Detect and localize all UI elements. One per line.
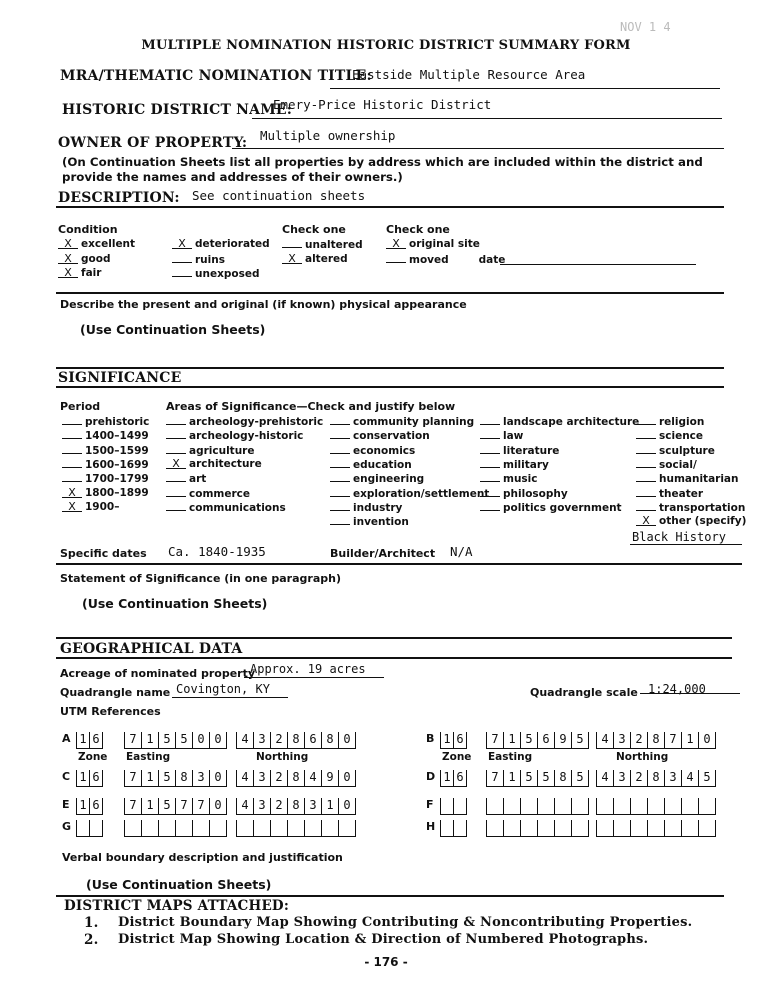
utm-zone-field[interactable] [440,798,467,815]
good-mark: X [58,254,78,264]
check-item[interactable] [166,444,254,457]
check-label: commerce [189,487,250,500]
check-item[interactable] [330,444,415,457]
check-mark [636,444,656,454]
check-mark [480,444,500,454]
continuation-note-line2: provide the names and addresses of their owners.) [62,170,403,184]
map-item-1-num: 1. [84,915,99,931]
check-item[interactable] [62,501,119,513]
check-label: industry [353,501,403,514]
quad-scale-value: 1:24,000 [648,682,706,696]
check-label: 1400–1499 [85,430,149,443]
utm-zone-field[interactable] [76,820,103,837]
northing-label-right: Northing [616,751,669,763]
unaltered-mark [282,238,302,248]
check-item[interactable] [480,415,639,428]
check-mark [636,472,656,482]
check-item[interactable] [330,515,409,528]
check-label: archeology-prehistoric [189,416,324,428]
check-item[interactable] [166,472,206,485]
check-label: prehistoric [85,416,150,428]
date-label: date [478,254,506,266]
deteriorated-mark: X [172,239,192,249]
utm-zone-field[interactable]: 1 6 [76,770,103,787]
check-mark [480,472,500,482]
check-label: literature [503,444,560,457]
mra-title-value: Eastside Multiple Resource Area [352,67,586,82]
check-label: 1600–1699 [85,458,149,471]
verbal-label: Verbal boundary description and justification [62,851,343,864]
map-item-2-text: District Map Showing Location & Direction of Numbered Photographs. [118,932,649,947]
check-mark [330,501,350,511]
description-label: DESCRIPTION: [58,190,180,206]
original-site-label: original site [409,238,480,250]
check-mark [636,458,656,468]
check-mark [480,458,500,468]
deteriorated-label: deteriorated [195,238,270,250]
map-item-1-text: District Boundary Map Showing Contributing & Noncontributing Properties. [118,915,693,930]
check-mark [166,487,186,497]
use-continuation-1: (Use Continuation Sheets) [80,322,266,337]
quad-name-label: Quadrangle name [60,686,171,699]
quad-name-underline [172,697,288,698]
district-name-underline [252,118,722,119]
check-mark [166,429,186,439]
areas-heading: Areas of Significance—Check and justify below [166,400,456,413]
check-item[interactable] [636,487,703,500]
check-label: communications [189,501,286,514]
check-label: agriculture [189,444,255,457]
check-label: social/ [659,458,697,471]
form-title: MULTIPLE NOMINATION HISTORIC DISTRICT SUMMARY FORM [141,38,631,53]
check-label: community planning [353,416,475,428]
utm-northing-field[interactable]: 4 3 2 8 4 9 0 [236,770,356,787]
check-mark [330,429,350,439]
check-item[interactable] [636,444,715,457]
statement-rule [56,637,732,639]
check-item[interactable] [166,501,286,514]
geo-label: GEOGRAPHICAL DATA [60,641,243,657]
owner-label: OWNER OF PROPERTY: [58,135,248,151]
mra-underline [330,88,720,89]
check-mark [330,487,350,497]
utm-letter-b: B [426,732,435,745]
check-item[interactable] [62,415,149,428]
owner-value: Multiple ownership [260,128,396,143]
check-label: politics government [503,501,622,514]
utm-easting-field[interactable] [486,820,589,837]
good-label: good [81,253,111,265]
check-label: 1700–1799 [85,473,149,486]
utm-easting-field[interactable] [486,798,589,815]
check-item[interactable] [480,487,568,500]
fair-label: fair [81,267,102,279]
check-label: 1800–1899 [85,486,149,499]
check-item[interactable] [636,429,703,442]
utm-letter-a: A [62,732,71,745]
specific-dates-value: Ca. 1840-1935 [168,544,266,559]
mra-title-label: MRA/THEMATIC NOMINATION TITLE: [60,68,372,84]
utm-zone-field[interactable] [440,820,467,837]
check-label: exploration/settlement [353,487,490,500]
easting-label-right: Easting [488,751,533,763]
condition-deteriorated[interactable] [172,238,270,250]
check-mark [62,472,82,482]
check-item[interactable] [636,458,697,471]
verbal-rule [56,895,724,897]
altered-label: altered [305,253,348,265]
unaltered-label: unaltered [305,239,363,251]
significance-label: SIGNIFICANCE [58,370,182,386]
check-mark [330,444,350,454]
check-altered[interactable] [282,253,348,265]
utm-letter-h: H [426,820,436,833]
check-moved[interactable] [386,253,505,266]
received-stamp: NOV 1 4 [620,20,671,34]
utm-zone-field[interactable]: 1 6 [76,798,103,815]
condition-excellent[interactable] [58,238,135,250]
check-item[interactable] [166,415,323,428]
check-item[interactable] [636,501,745,514]
ruins-mark [172,253,192,263]
condition-good[interactable] [58,253,110,265]
map-item-2-num: 2. [84,932,99,948]
check-label: theater [659,487,704,500]
original-site-mark: X [386,239,406,249]
acreage-label: Acreage of nominated property [60,667,256,680]
utm-letter-d: D [426,770,436,783]
description-rule [56,206,724,208]
check-item[interactable] [62,458,149,471]
check-label: 1500–1599 [85,444,149,457]
utm-zone-field[interactable]: 1 6 [76,732,103,749]
check-item[interactable] [330,501,402,514]
check-mark [62,429,82,439]
check-item[interactable] [330,458,412,471]
use-continuation-3: (Use Continuation Sheets) [86,877,272,892]
check-label: science [659,430,704,443]
builder-label: Builder/Architect [330,547,436,560]
check-mark [166,444,186,454]
check-item[interactable] [636,515,746,527]
acreage-value: Approx. 19 acres [250,662,366,676]
condition-ruins[interactable] [172,253,225,266]
check-label: other (specify) [659,515,747,528]
check-original-site[interactable] [386,238,480,250]
check-mark [166,472,186,482]
check-label: conservation [353,430,430,443]
utm-letter-f: F [426,798,434,811]
utm-northing-field[interactable]: 4 3 2 8 3 4 5 [596,770,716,787]
check-mark [62,444,82,454]
check-mark [62,415,82,425]
utm-easting-field[interactable]: 7 1 5 5 8 5 [486,770,589,787]
check-item[interactable] [480,501,622,514]
check-item[interactable] [330,487,489,500]
page-number: - 176 - [364,955,408,969]
check-item[interactable] [480,472,538,485]
check-one-heading-b: Check one [386,223,450,236]
check-label: humanitarian [659,473,739,486]
owner-underline [232,148,724,149]
statement-label: Statement of Significance (in one paragraph) [60,572,341,585]
check-label: education [353,458,412,471]
utm-northing-field[interactable]: 4 3 2 8 3 1 0 [236,798,356,815]
ruins-label: ruins [195,254,225,266]
check-mark [636,487,656,497]
check-mark [330,415,350,425]
check-item[interactable] [636,415,704,428]
quad-name-value: Covington, KY [176,682,270,696]
describe-label: Describe the present and original (if known) physical appearance [60,298,467,311]
check-item[interactable] [62,444,149,457]
utm-easting-field[interactable]: 7 1 5 5 0 0 [124,732,227,749]
check-item[interactable] [480,458,549,471]
check-label: military [503,458,549,471]
zone-label-left: Zone [78,751,108,763]
check-item[interactable] [330,472,424,485]
utm-label: UTM References [60,705,161,718]
check-unaltered[interactable] [282,238,363,251]
utm-northing-field[interactable] [596,798,716,815]
check-label: philosophy [503,487,568,500]
check-mark: X [62,502,82,512]
check-label: sculpture [659,444,715,457]
check-mark: X [62,488,82,498]
condition-heading: Condition [58,223,118,236]
northing-label-left: Northing [256,751,309,763]
check-mark: X [636,516,656,526]
check-label: transportation [659,501,746,514]
utm-letter-c: C [62,770,71,783]
district-name-label: HISTORIC DISTRICT NAME: [62,102,293,118]
moved-label: moved [409,254,449,266]
utm-northing-field[interactable]: 4 3 2 8 7 1 0 [596,732,716,749]
unexposed-label: unexposed [195,268,260,280]
check-item[interactable] [166,487,250,500]
check-mark [636,415,656,425]
altered-mark: X [282,254,302,264]
acreage-underline [244,677,384,678]
describe-rule [56,367,724,369]
condition-rule [56,292,724,294]
utm-northing-field[interactable]: 4 3 2 8 6 8 0 [236,732,356,749]
unexposed-mark [172,267,192,277]
check-mark [166,415,186,425]
easting-label-left: Easting [126,751,171,763]
check-label: invention [353,516,409,529]
check-item[interactable] [166,429,303,442]
check-mark [636,429,656,439]
check-mark [480,429,500,439]
utm-easting-field[interactable]: 7 1 5 8 3 0 [124,770,227,787]
check-mark [480,415,500,425]
check-mark [480,487,500,497]
check-one-heading-a: Check one [282,223,346,236]
check-mark [330,515,350,525]
district-name-value: Emery-Price Historic District [273,97,492,112]
zone-label-right: Zone [442,751,472,763]
date-underline[interactable] [500,264,696,265]
excellent-label: excellent [81,238,136,250]
check-item[interactable] [62,487,149,499]
check-label: economics [353,444,416,457]
check-item[interactable] [636,472,739,485]
geo-rule [56,657,732,659]
utm-letter-e: E [62,798,70,811]
dates-rule [56,563,742,565]
check-item[interactable] [62,472,149,485]
check-label: landscape architecture [503,416,640,428]
check-item[interactable] [330,415,474,428]
utm-northing-field[interactable] [236,820,356,837]
check-label: religion [659,416,705,428]
check-mark [62,458,82,468]
utm-zone-field[interactable]: 1 6 [440,770,467,787]
check-mark [330,472,350,482]
utm-letter-g: G [62,820,72,833]
use-continuation-2: (Use Continuation Sheets) [82,596,268,611]
check-label: archeology-historic [189,430,304,443]
continuation-note-line1: (On Continuation Sheets list all properties by address which are included within the district and [62,155,703,169]
utm-easting-field[interactable]: 7 1 5 7 7 0 [124,798,227,815]
fair-mark: X [58,268,78,278]
period-heading: Period [60,400,101,413]
check-label: art [189,473,207,486]
condition-unexposed[interactable] [172,267,259,280]
check-label: engineering [353,473,425,486]
check-item[interactable] [480,429,523,442]
check-item[interactable] [62,429,149,442]
utm-northing-field[interactable] [596,820,716,837]
check-mark: X [166,459,186,469]
significance-rule [56,386,724,388]
other-underline [630,544,742,545]
utm-easting-field[interactable] [124,820,227,837]
quad-scale-label: Quadrangle scale [530,686,638,699]
check-mark [330,458,350,468]
quad-scale-underline [640,693,740,694]
description-value: See continuation sheets [192,188,366,203]
check-mark [166,501,186,511]
check-item[interactable] [166,458,262,470]
maps-label: DISTRICT MAPS ATTACHED: [64,898,290,914]
check-label: law [503,430,524,443]
check-mark [636,501,656,511]
check-mark [480,501,500,511]
specific-dates-label: Specific dates [60,547,147,560]
excellent-mark: X [58,239,78,249]
condition-fair[interactable] [58,267,101,279]
check-label: music [503,473,538,486]
other-specify-value: Black History [632,530,726,544]
utm-easting-field[interactable]: 7 1 5 6 9 5 [486,732,589,749]
builder-value: N/A [450,544,473,559]
check-item[interactable] [330,429,430,442]
check-label: architecture [189,457,262,470]
check-item[interactable] [480,444,559,457]
check-label: 1900– [85,500,120,513]
moved-mark [386,253,406,263]
utm-zone-field[interactable]: 1 6 [440,732,467,749]
